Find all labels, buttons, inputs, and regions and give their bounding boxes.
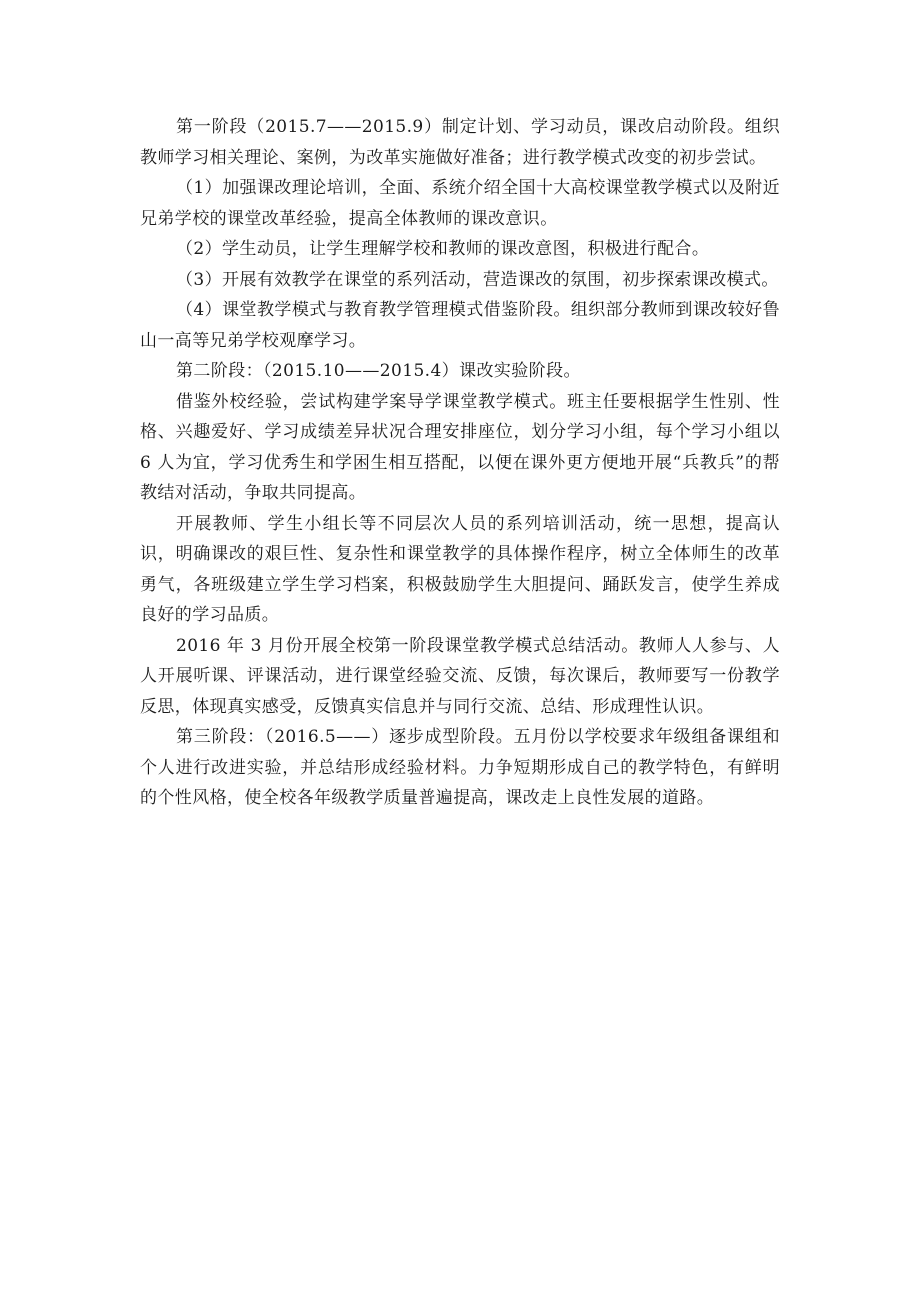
paragraph-stage-three: 第三阶段：（2016.5——）逐步成型阶段。五月份以学校要求年级组备课组和个人进行改进实验，并总结形成经验材料。力争短期形成自己的教学特色，有鲜明的个性风格，使全校各年级教学质量普遍提高，课改走上良性发展的道路。 bbox=[140, 727, 780, 808]
paragraph-item-2: （2）学生动员，让学生理解学校和教师的课改意图，积极进行配合。 bbox=[176, 239, 710, 259]
paragraph-training: 开展教师、学生小组长等不同层次人员的系列培训活动，统一思想，提高认识，明确课改的艰巨性、复杂性和课堂教学的具体操作程序，树立全体师生的改革勇气，各班级建立学生学习档案，积极鼓励学生大胆提问、踊跃发言，使学生养成良好的学习品质。 bbox=[140, 513, 780, 625]
paragraph-stage-two-detail: 借鉴外校经验，尝试构建学案导学课堂教学模式。班主任要根据学生性别、性格、兴趣爱好、学习成绩差异状况合理安排座位，划分学习小组，每个学习小组以 6 人为宜，学习优秀生和学困生相互搭配，以便在课外更方便地开展“兵教兵”的帮教结对活动，争取共同提高。 bbox=[140, 391, 780, 503]
paragraph-summary-2016: 2016 年 3 月份开展全校第一阶段课堂教学模式总结活动。教师人人参与、人人开展听课、评课活动，进行课堂经验交流、反馈，每次课后，教师要写一份教学反思，体现真实感受，反馈真实信息并与同行交流、总结、形成理性认识。 bbox=[140, 635, 780, 717]
paragraph-item-3: （3）开展有效教学在课堂的系列活动，营造课改的氛围，初步探索课改模式。 bbox=[176, 269, 779, 290]
paragraph-item-1: （1）加强课改理论培训，全面、系统介绍全国十大高校课堂教学模式以及附近兄弟学校的课堂改革经验，提高全体教师的课改意识。 bbox=[140, 178, 780, 229]
document-body bbox=[140, 112, 780, 814]
paragraph-item-4: （4）课堂教学模式与教育教学管理模式借鉴阶段。组织部分教师到课改较好鲁山一高等兄弟学校观摩学习。 bbox=[140, 300, 780, 351]
paragraph-stage-two: 第二阶段：（2015.10——2015.4）课改实验阶段。 bbox=[176, 361, 581, 381]
paragraph-stage-one: 第一阶段（2015.7——2015.9）制定计划、学习动员，课改启动阶段。组织教师学习相关理论、案例，为改革实施做好准备；进行教学模式改变的初步尝试。 bbox=[140, 117, 780, 168]
